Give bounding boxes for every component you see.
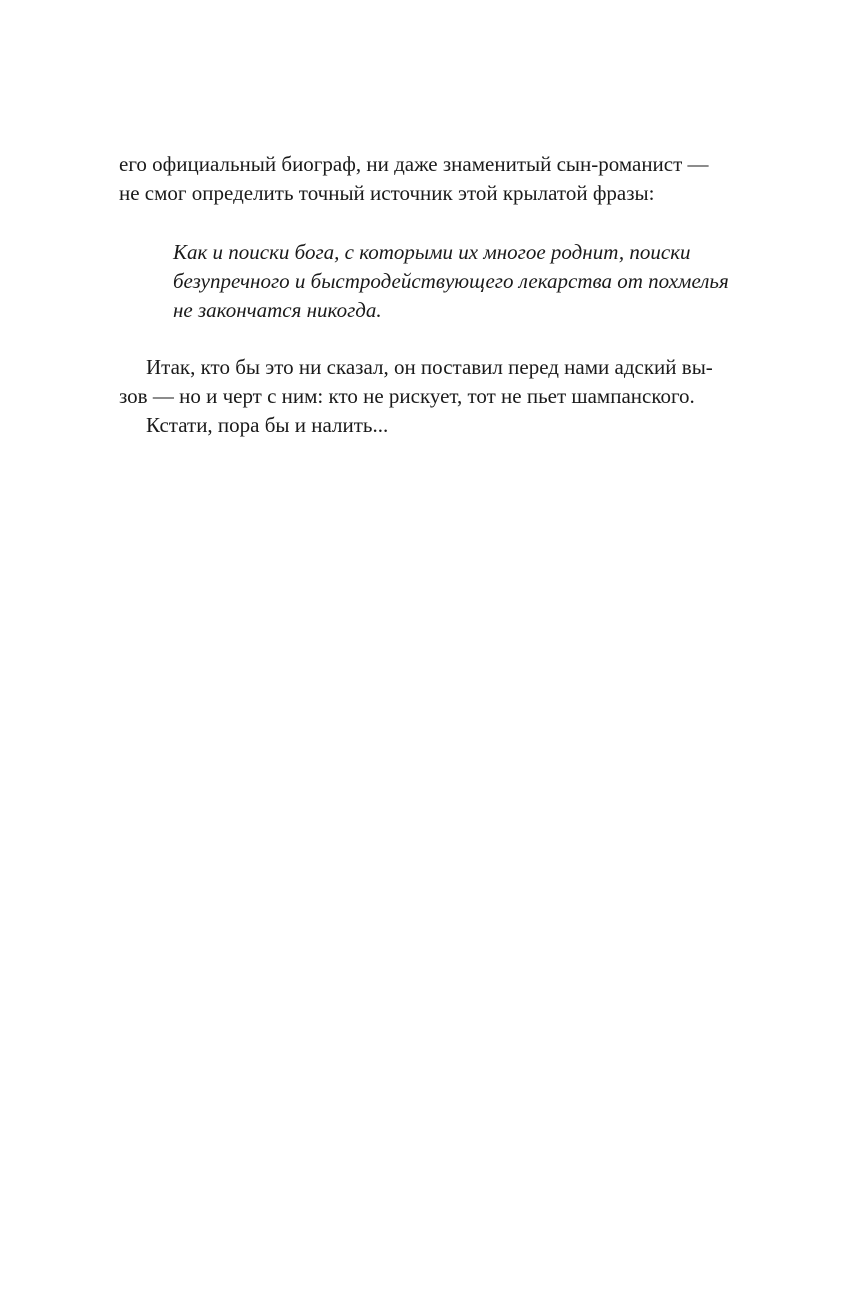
intro-line-2: не смог определить точный источник этой крылатой фразы: bbox=[119, 181, 655, 205]
quote-line-3: не закончатся никогда. bbox=[173, 298, 382, 322]
intro-paragraph bbox=[119, 150, 759, 208]
outro-line-1: Итак, кто бы это ни сказал, он поставил перед нами адский вы- bbox=[146, 355, 713, 379]
quote-line-1: Как и поиски бога, с которыми их многое роднит, поиски bbox=[173, 240, 691, 264]
intro-line-1: его официальный биограф, ни даже знаменитый сын-романист — bbox=[119, 152, 709, 176]
outro-line-3: Кстати, пора бы и налить... bbox=[146, 413, 389, 437]
closing-paragraphs bbox=[119, 353, 759, 440]
block-quote bbox=[173, 238, 773, 325]
outro-line-2: зов — но и черт с ним: кто не рискует, тот не пьет шампанского. bbox=[119, 384, 695, 408]
quote-line-2: безупречного и быстродействующего лекарства от похмелья bbox=[173, 269, 729, 293]
